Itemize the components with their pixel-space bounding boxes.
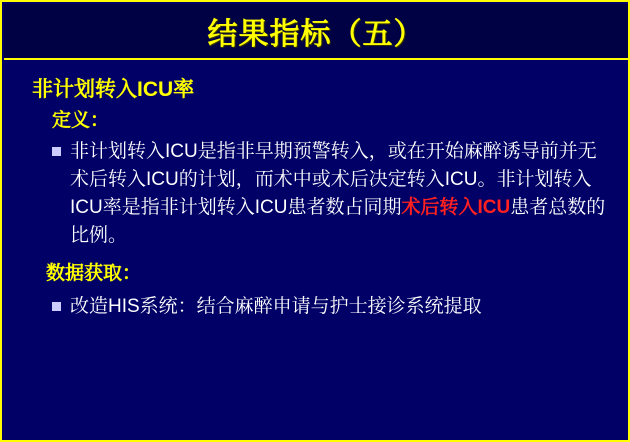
square-bullet-icon bbox=[52, 147, 61, 156]
definition-text-part1: 非计划转入ICU是指非早期预警转入，或在开始麻醉诱导前并无术后转入ICU的计划，而术中或术后决定转入ICU。非计划转入ICU率是指非计划转入ICU患者数占同期 bbox=[70, 140, 597, 219]
definition-text-part2: 患者总数的比例。 bbox=[70, 197, 606, 247]
definition-emphasis: 术后转入ICU bbox=[401, 197, 511, 219]
data-source-label: 数据获取： bbox=[46, 263, 142, 285]
slide-title-bar bbox=[4, 4, 628, 60]
square-bullet-icon bbox=[52, 302, 61, 311]
definition-label: 定义： bbox=[52, 110, 110, 132]
data-source-text: 改造HIS系统：结合麻醉申请与护士接诊系统提取 bbox=[70, 296, 482, 318]
page-title: 结果指标（五） bbox=[207, 18, 425, 51]
section-heading: 非计划转入ICU率 bbox=[32, 78, 195, 101]
list-item bbox=[52, 293, 614, 321]
slide-body bbox=[4, 60, 628, 440]
definition-text bbox=[70, 138, 614, 250]
list-item bbox=[52, 138, 614, 250]
